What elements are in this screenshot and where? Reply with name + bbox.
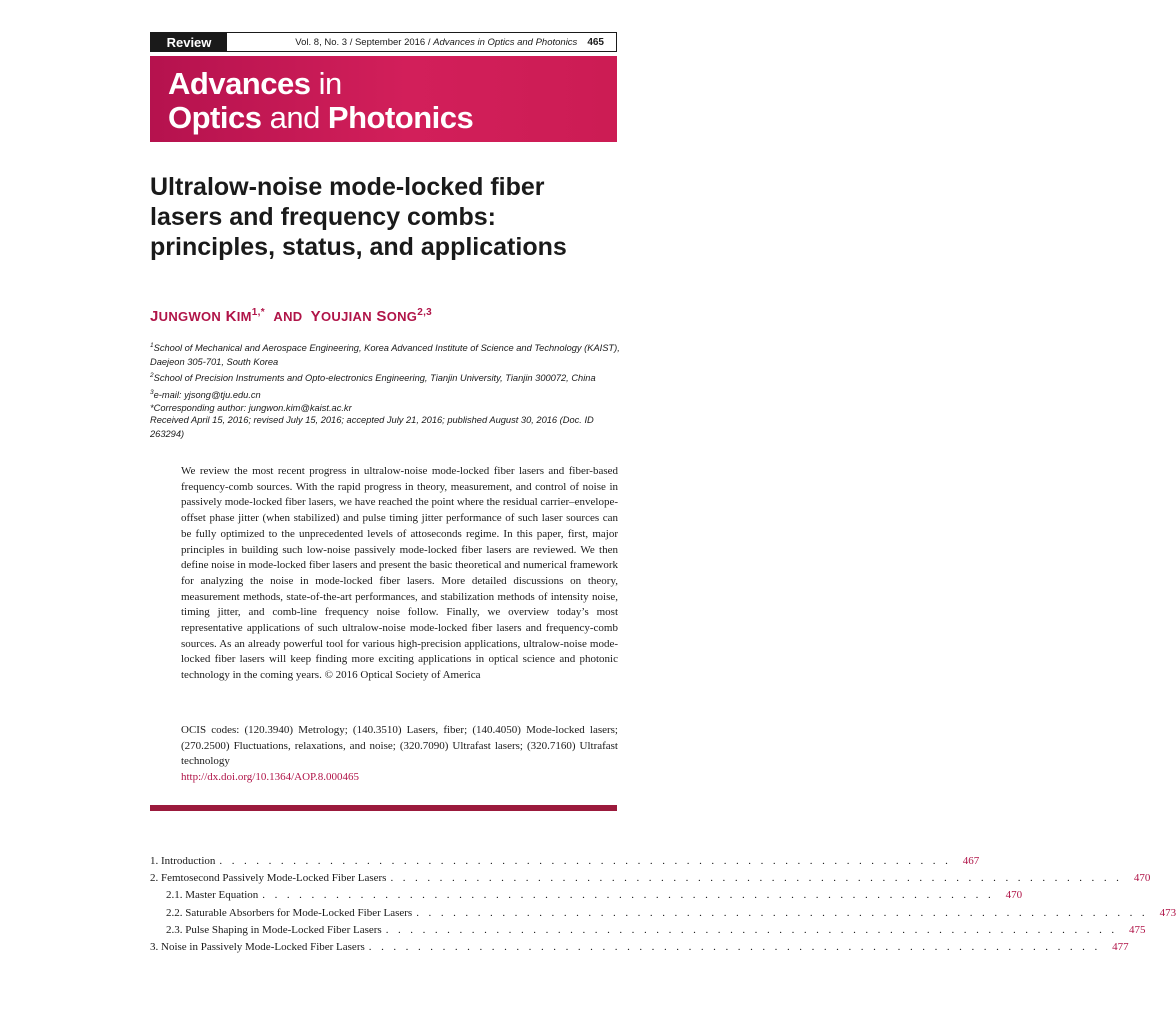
affiliation-2-mark: 2	[150, 372, 154, 380]
affiliation-3-mark: 3	[150, 388, 154, 396]
toc-leader: . . . . . . . . . . . . . . . . . . . . . . . . . . . . . . . . . . . . . . . . . . . . . . . . . . . . . . . . . . . .	[416, 906, 1149, 919]
toc-title: 2. Femtosecond Passively Mode-Locked Fiber Lasers	[150, 872, 387, 885]
page-number: 465	[587, 36, 604, 48]
toc-title: 2.2. Saturable Absorbers for Mode-Locked Fiber Lasers	[166, 906, 413, 919]
affiliation-3-email	[150, 386, 620, 403]
author-list	[150, 307, 432, 325]
toc-title: 2.3. Pulse Shaping in Mode-Locked Fiber Lasers	[166, 923, 382, 936]
received-dates: Received April 15, 2016; revised July 15, 2016; accepted July 21, 2016; published August 30, 2016 (Doc. ID 263294)	[150, 415, 594, 439]
banner-word-advances: Advances	[168, 66, 311, 101]
journal-name: Advances in Optics and Photonics	[433, 36, 578, 48]
toc-page: 470	[1005, 889, 1023, 902]
journal-banner-logo	[150, 56, 617, 142]
toc-leader: . . . . . . . . . . . . . . . . . . . . . . . . . . . . . . . . . . . . . . . . . . . . . . . . . . . . . . . . . . . .	[368, 940, 1101, 953]
toc-row[interactable]	[150, 855, 980, 872]
toc-leader: . . . . . . . . . . . . . . . . . . . . . . . . . . . . . . . . . . . . . . . . . . . . . . . . . . . . . . . . . . . .	[390, 872, 1123, 885]
toc-row[interactable]	[150, 872, 1151, 889]
affiliation-2-text: School of Precision Instruments and Opto-electronics Engineering, Tianjin University, Tianjin 300072, China	[153, 373, 596, 384]
author-and: AND	[273, 309, 303, 324]
affiliation-1-text: School of Mechanical and Aerospace Engineering, Korea Advanced Institute of Science and Technology (KAIST), Daejeon 305-701, South Korea	[150, 343, 620, 367]
author-2-first-initial: Y	[310, 308, 321, 325]
review-tag: Review	[151, 33, 227, 51]
section-rule	[150, 805, 617, 811]
banner-word-photonics: Photonics	[327, 100, 474, 135]
author-1-last-rest: IM	[236, 309, 252, 324]
banner-line-2	[168, 102, 473, 133]
author-2-last-rest: ONG	[386, 309, 418, 324]
toc-leader: . . . . . . . . . . . . . . . . . . . . . . . . . . . . . . . . . . . . . . . . . . . . . . . . . . . . . . . . . . . .	[262, 889, 995, 902]
toc-row[interactable]	[150, 923, 1146, 941]
toc-page: 467	[962, 855, 980, 867]
author-1-affiliation-mark: 1,*	[251, 307, 265, 318]
toc-page: 470	[1133, 872, 1151, 885]
affiliations	[150, 339, 620, 416]
toc-title: 1. Introduction	[150, 855, 216, 867]
toc-title: 3. Noise in Passively Mode-Locked Fiber Lasers	[150, 940, 365, 953]
banner-word-and: and	[261, 100, 328, 135]
running-header	[150, 32, 617, 52]
toc-row[interactable]	[150, 906, 1176, 924]
toc-page: 475	[1129, 923, 1146, 936]
author-1-last-initial: K	[225, 308, 237, 325]
banner-line-1	[168, 68, 342, 99]
toc-row[interactable]	[150, 889, 1023, 906]
toc-row[interactable]	[150, 940, 1129, 958]
toc-page: 473	[1159, 906, 1176, 919]
toc-page: 477	[1112, 940, 1129, 953]
issue-info	[227, 37, 587, 48]
banner-word-optics: Optics	[168, 100, 262, 135]
ocis-codes	[181, 723, 618, 786]
author-2-affiliation-mark: 2,3	[417, 307, 433, 318]
toc-leader: . . . . . . . . . . . . . . . . . . . . . . . . . . . . . . . . . . . . . . . . . . . . . . . . . . . . . . . . . . . .	[385, 923, 1118, 936]
banner-word-in: in	[310, 66, 342, 101]
issue-info-text: Vol. 8, No. 3 / September 2016 /	[295, 36, 434, 48]
affiliation-1-mark: 1	[150, 342, 154, 349]
doi-link[interactable]: http://dx.doi.org/10.1364/AOP.8.000465	[181, 771, 359, 784]
table-of-contents	[150, 855, 1176, 958]
affiliation-2	[150, 369, 620, 386]
toc-title: 2.1. Master Equation	[166, 889, 259, 902]
toc-leader: . . . . . . . . . . . . . . . . . . . . . . . . . . . . . . . . . . . . . . . . . . . . . . . . . . . . . . . . . . . .	[219, 855, 952, 867]
author-2-last-initial: S	[376, 308, 387, 325]
paper-title: Ultralow-noise mode-locked fiber lasers and frequency combs: principles, status, and applications	[150, 173, 567, 261]
affiliation-1	[150, 339, 620, 369]
author-2-first-rest: OUJIAN	[320, 309, 372, 324]
ocis-codes-text: OCIS codes: (120.3940) Metrology; (140.3510) Lasers, fiber; (140.4050) Mode-locked lasers; (270.2500) Fluctuations, relaxations, and noise; (320.7090) Ultrafast lasers; (320.7160) Ultrafast technology	[181, 724, 618, 768]
author-1-first-initial: J	[150, 308, 159, 325]
corresponding-author: *Corresponding author: jungwon.kim@kaist.ac.kr	[150, 403, 352, 414]
abstract: We review the most recent progress in ultralow-noise mode-locked fiber lasers and fiber-based frequency-comb sources. With the rapid progress in theory, measurement, and control of noise in passively mode-locked fiber lasers, we have reached the point where the residual carrier–envelope-offset phase jitter (when stabilized) and pulse timing jitter performance of such laser sources can be fully optimized to the unprecedented levels of attoseconds regime. In this paper, first, major principles in building such low-noise passively mode-locked fiber lasers are reviewed. We then define noise in mode-locked fiber lasers and present the basic theoretical and numerical framework for analyzing the noise in mode-locked fiber lasers. More detailed discussions on theory, measurement methods, state-of-the-art performances, and stabilization methods of intensity noise, timing jitter, and comb-line frequency noise follow. Finally, we overview today’s most representative applications of such ultralow-noise mode-locked fiber lasers and frequency-comb sources. As an already powerful tool for various high-precision applications, ultralow-noise mode-locked fiber lasers will keep finding more exciting applications in optical science and photonic technology in the coming years. © 2016 Optical Society of America	[181, 465, 618, 682]
email-text: e-mail: yjsong@tju.edu.cn	[153, 389, 261, 400]
author-1-first-rest: UNGWON	[158, 309, 222, 324]
